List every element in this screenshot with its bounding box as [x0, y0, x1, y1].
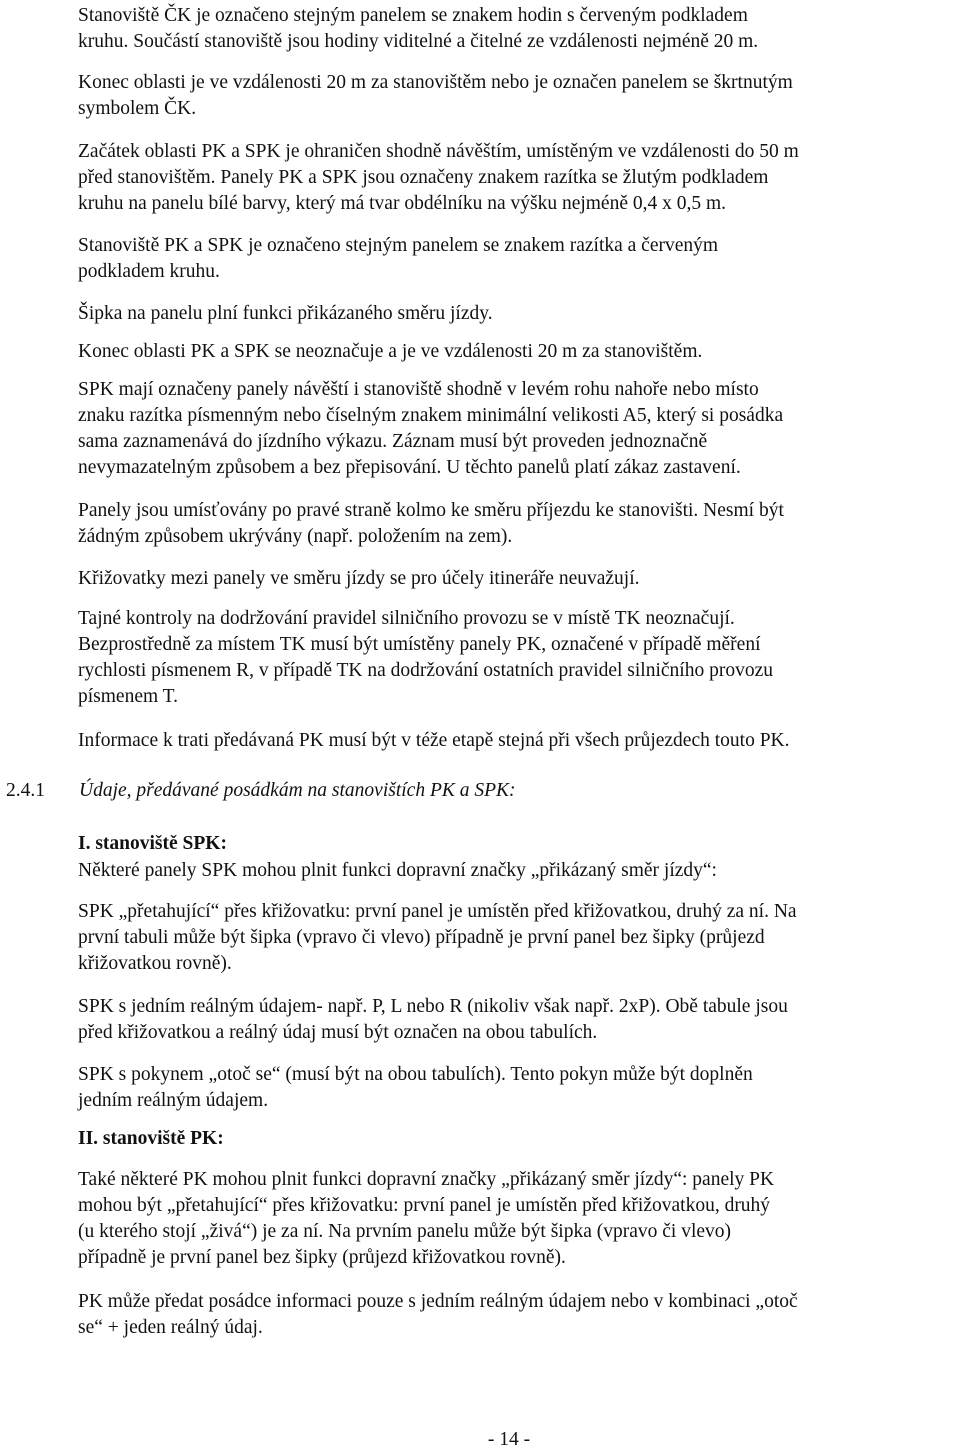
- paragraph-spk-real-data: [78, 994, 958, 1046]
- section-heading: [6, 778, 516, 804]
- text-line: kruhu. Součástí stanoviště jsou hodiny viditelné a čitelné ze vzdálenosti nejméně 20 m.: [78, 31, 759, 52]
- text-line: SPK mají označeny panely návěští i stanoviště shodně v levém rohu nahoře nebo místo: [78, 379, 759, 400]
- subsection-spk-intro: Některé panely SPK mohou plnit funkci dopravní značky „přikázaný směr jízdy“:: [78, 860, 717, 881]
- text-line: SPK s jedním reálným údajem- např. P, L nebo R (nikoliv však např. 2xP). Obě tabule jsou: [78, 996, 788, 1017]
- paragraph-track-info: [78, 728, 958, 754]
- paragraph-spk-marking: [78, 377, 958, 481]
- paragraph-arrow: [78, 301, 958, 327]
- text-line: před stanovištěm. Panely PK a SPK jsou označeny znakem razítka se žlutým podkladem: [78, 167, 769, 188]
- section-number: 2.4.1: [6, 780, 45, 801]
- text-line: Také některé PK mohou plnit funkci dopravní značky „přikázaný směr jízdy“: panely PK: [78, 1169, 775, 1190]
- text-line: Panely jsou umísťovány po pravé straně kolmo ke směru příjezdu ke stanovišti. Nesmí být: [78, 500, 784, 521]
- text-line: PK může předat posádce informaci pouze s jedním reálným údajem nebo v kombinaci „otoč: [78, 1291, 798, 1312]
- text-line: znaku razítka písmenným nebo číselným znakem minimální velikosti A5, který si posádka: [78, 405, 784, 426]
- text-line: nevymazatelným způsobem a bez přepisování. U těchto panelů platí zákaz zastavení.: [78, 457, 741, 478]
- paragraph-spk-turn-around: [78, 1062, 958, 1114]
- paragraph-panel-placement: [78, 498, 958, 550]
- text-line: písmenem T.: [78, 686, 179, 707]
- text-line: Tajné kontroly na dodržování pravidel silničního provozu se v místě TK neoznačují.: [78, 608, 735, 629]
- text-line: se“ + jeden reálný údaj.: [78, 1317, 263, 1338]
- subsection-spk-heading: I. stanoviště SPK:: [78, 833, 227, 854]
- text-line: podkladem kruhu.: [78, 261, 220, 282]
- text-line: Informace k trati předávaná PK musí být v téže etapě stejná při všech průjezdech touto PK.: [78, 730, 790, 751]
- text-line: žádným způsobem ukrývány (např. položením na zem).: [78, 526, 513, 547]
- text-line: mohou být „přetahující“ přes křižovatku: první panel je umístěn před křižovatkou, druhý: [78, 1195, 771, 1216]
- text-line: (u kterého stojí „živá“) je za ní. Na prvním panelu může být šipka (vpravo či vlevo): [78, 1221, 732, 1242]
- paragraph-ck-station: [78, 3, 958, 55]
- text-line: rychlosti písmenem R, v případě TK na dodržování ostatních pravidel silničního provozu: [78, 660, 773, 681]
- text-line: Začátek oblasti PK a SPK je ohraničen shodně návěštím, umístěným ve vzdálenosti do 50 m: [78, 141, 799, 162]
- text-line: symbolem ČK.: [78, 98, 197, 119]
- text-line: SPK s pokynem „otoč se“ (musí být na obou tabulích). Tento pokyn může být doplněn: [78, 1064, 753, 1085]
- text-line: Šipka na panelu plní funkci přikázaného směru jízdy.: [78, 303, 493, 324]
- paragraph-crossroads: [78, 566, 958, 592]
- text-line: SPK „přetahující“ přes křižovatku: první panel je umístěn před křižovatkou, druhý za ní. Na: [78, 901, 797, 922]
- text-line: Stanoviště PK a SPK je označeno stejným panelem se znakem razítka a červeným: [78, 235, 719, 256]
- text-line: Konec oblasti je ve vzdálenosti 20 m za stanovištěm nebo je označen panelem se škrtnutým: [78, 72, 793, 93]
- paragraph-spk-pulling: [78, 899, 958, 977]
- text-line: křižovatkou rovně).: [78, 953, 232, 974]
- page-number: - 14 -: [487, 1429, 531, 1450]
- paragraph-area-end: [78, 70, 958, 122]
- paragraph-pk-info: [78, 1289, 958, 1341]
- section-title: Údaje, předávané posádkám na stanovištích PK a SPK:: [79, 780, 516, 801]
- paragraph-pk-spk-start: [78, 139, 958, 217]
- subsection-pk-heading: II. stanoviště PK:: [78, 1128, 224, 1149]
- text-line: Křižovatky mezi panely ve směru jízdy se pro účely itineráře neuvažují.: [78, 568, 640, 589]
- paragraph-pk-pulling: [78, 1167, 958, 1271]
- text-line: před křižovatkou a reálný údaj musí být označen na obou tabulích.: [78, 1022, 598, 1043]
- text-line: Bezprostředně za místem TK musí být umístěny panely PK, označené v případě měření: [78, 634, 761, 655]
- text-line: jedním reálným údajem.: [78, 1090, 269, 1111]
- paragraph-secret-checks: [78, 606, 958, 710]
- text-line: Konec oblasti PK a SPK se neoznačuje a je ve vzdálenosti 20 m za stanovištěm.: [78, 341, 703, 362]
- text-line: případně je první panel bez šipky (průjezd křižovatkou rovně).: [78, 1247, 566, 1268]
- text-line: sama zaznamenává do jízdního výkazu. Záznam musí být proveden jednoznačně: [78, 431, 708, 452]
- text-line: Stanoviště ČK je označeno stejným panelem se znakem hodin s červeným podkladem: [78, 5, 748, 26]
- text-line: první tabuli může být šipka (vpravo či vlevo) případně je první panel bez šipky (průjezd: [78, 927, 765, 948]
- paragraph-pk-spk-station: [78, 233, 958, 285]
- text-line: kruhu na panelu bílé barvy, který má tvar obdélníku na výšku nejméně 0,4 x 0,5 m.: [78, 193, 727, 214]
- paragraph-pk-spk-end: [78, 339, 958, 365]
